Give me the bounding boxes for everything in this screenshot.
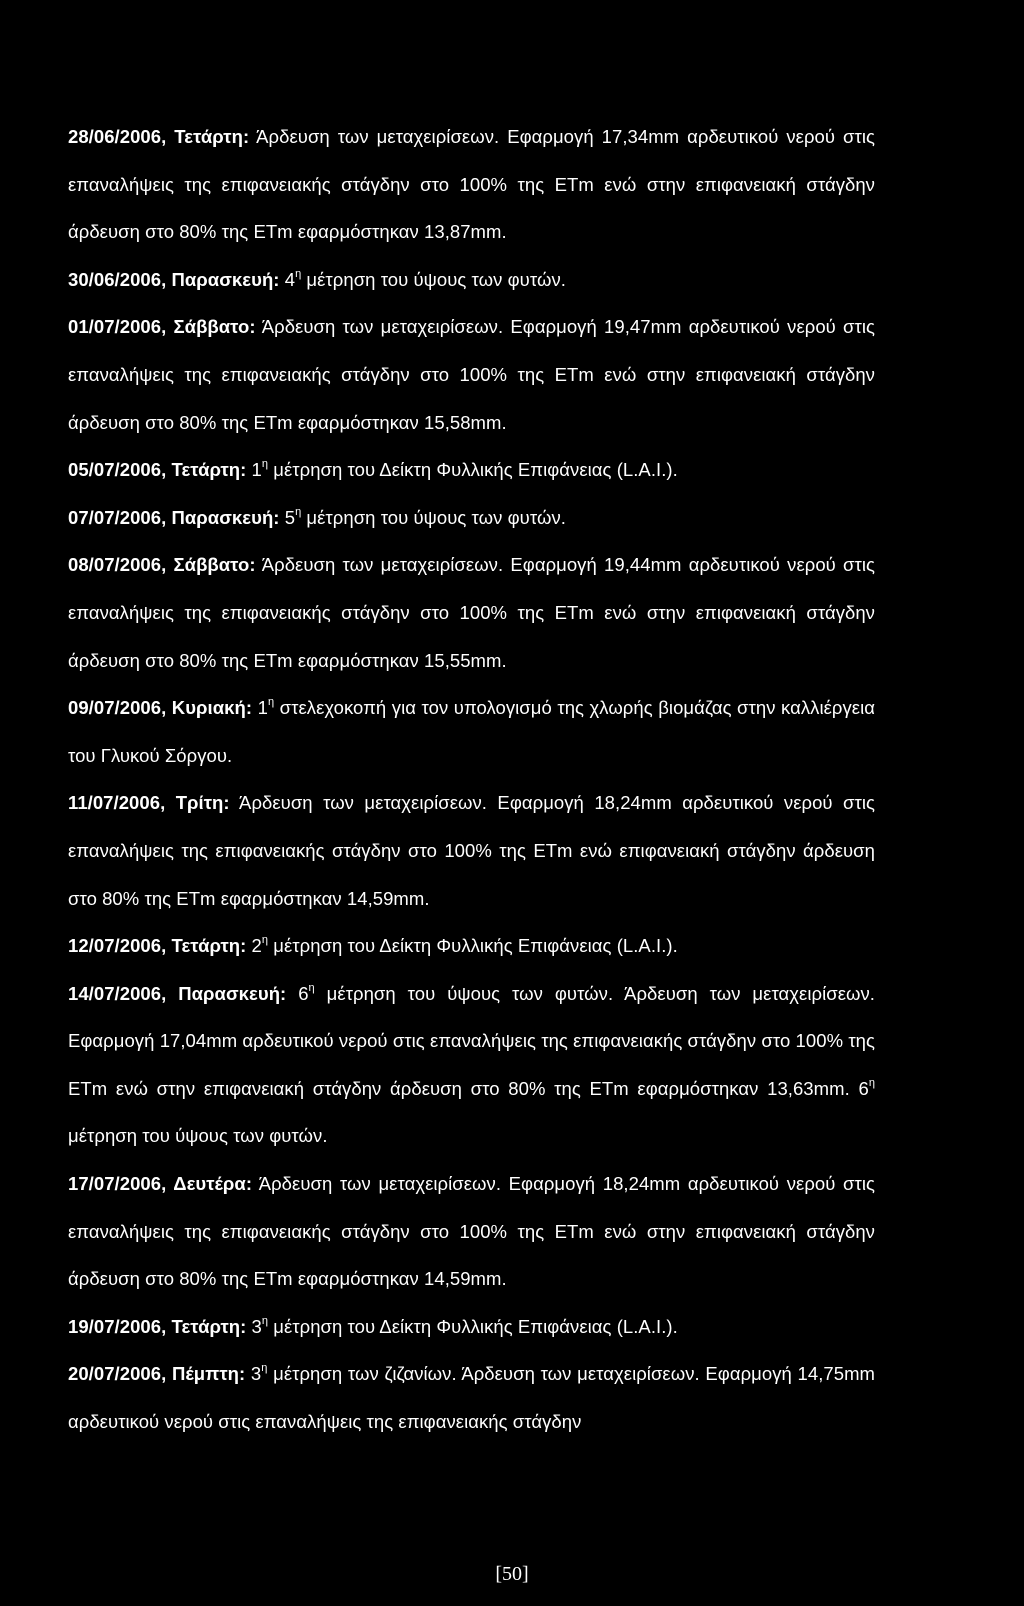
entry-ordinal: 6 (858, 1077, 869, 1099)
entry-text: Άρδευση των μεταχειρίσεων. Εφαρμογή 19,44mm αρδευτικού νερού στις επαναλήψεις της επιφανειακής στάγδην στο 100% της ETm ενώ στην επιφανειακή στάγδην άρδευση στο 80% της ETm εφαρμόστηκαν 15,55mm. (68, 554, 875, 671)
entry-text: μέτρηση του Δείκτη Φυλλικής Επιφάνειας (L.A.I.). (268, 1315, 678, 1337)
entry-text: μέτρηση των ζιζανίων. Άρδευση των μεταχειρίσεων. Εφαρμογή 14,75mm αρδευτικού νερού στις επαναλήψεις της επιφανειακής στάγδην (68, 1363, 875, 1433)
page-number: [50] (495, 1563, 529, 1585)
document-body (68, 113, 875, 1446)
entry-date: 20/07/2006, Πέμπτη: (68, 1363, 246, 1385)
entry-text: μέτρηση του ύψους των φυτών. (301, 268, 566, 290)
entry-text: μέτρηση του ύψους των φυτών. (68, 1125, 328, 1147)
ordinal-suffix: η (295, 505, 302, 518)
ordinal-suffix: η (261, 1362, 268, 1375)
log-entry-2006-07-11 (68, 779, 875, 922)
entry-date: 14/07/2006, Παρασκευή: (68, 982, 287, 1004)
entry-ordinal: 2 (251, 935, 262, 957)
ordinal-suffix: η (261, 1314, 269, 1327)
entry-date: 19/07/2006, Τετάρτη: (68, 1315, 247, 1337)
entry-text: μέτρηση του Δείκτη Φυλλικής Επιφάνειας (L.A.I.). (268, 935, 678, 957)
entry-ordinal: 4 (284, 268, 296, 290)
log-entry-2006-07-17 (68, 1160, 875, 1303)
log-entry-2006-07-20 (68, 1350, 875, 1445)
entry-date: 09/07/2006, Κυριακή: (68, 697, 253, 719)
log-entry-2006-06-30 (68, 256, 875, 304)
entry-date: 08/07/2006, Σάββατο: (68, 554, 256, 576)
entry-ordinal: 1 (257, 697, 268, 719)
log-entry-2006-07-12 (68, 922, 875, 970)
log-entry-2006-07-05 (68, 446, 875, 494)
log-entry-2006-07-09 (68, 684, 875, 779)
log-entry-2006-07-01 (68, 303, 875, 446)
entry-ordinal: 3 (250, 1363, 262, 1385)
log-entry-2006-07-19 (68, 1303, 875, 1351)
entry-text: Άρδευση των μεταχειρίσεων. Εφαρμογή 19,47mm αρδευτικού νερού στις επαναλήψεις της επιφανειακής στάγδην στο 100% της ETm ενώ στην επιφανειακή στάγδην άρδευση στο 80% της ETm εφαρμόστηκαν 15,58mm. (68, 316, 875, 433)
ordinal-suffix: η (308, 981, 315, 994)
entry-date: 01/07/2006, Σάββατο: (68, 316, 256, 338)
entry-text: μέτρηση του ύψους των φυτών. Άρδευση των μεταχειρίσεων. Εφαρμογή 17,04mm αρδευτικού νερού στις επαναλήψεις της επιφανειακής στάγδην στο 100% της ETm ενώ στην επιφανειακή στάγδην άρδευση στο 80% της ETm εφαρμόστηκαν 13,63mm. (68, 982, 875, 1099)
entry-ordinal: 5 (284, 506, 296, 528)
ordinal-suffix: η (261, 458, 269, 470)
entry-ordinal: 1 (251, 459, 262, 481)
ordinal-suffix: η (295, 267, 302, 280)
entry-date: 12/07/2006, Τετάρτη: (68, 935, 247, 957)
entry-date: 07/07/2006, Παρασκευή: (68, 506, 280, 528)
log-entry-2006-07-14 (68, 970, 875, 1160)
log-entry-2006-06-28 (68, 113, 875, 256)
entry-text: Άρδευση των μεταχειρίσεων. Εφαρμογή 18,24mm αρδευτικού νερού στις επαναλήψεις της επιφανειακής στάγδην στο 100% της ETm ενώ επιφανειακή στάγδην άρδευση στο 80% της ETm εφαρμόστηκαν 14,59mm. (68, 792, 876, 909)
entry-text: μέτρηση του Δείκτη Φυλλικής Επιφάνειας (L.A.I.). (268, 459, 678, 481)
ordinal-suffix: η (868, 1076, 875, 1089)
entry-text: Άρδευση των μεταχειρίσεων. Εφαρμογή 18,24mm αρδευτικού νερού στις επαναλήψεις της επιφανειακής στάγδην στο 100% της ETm ενώ στην επιφανειακή στάγδην άρδευση στο 80% της ETm εφαρμόστηκαν 14,59mm. (68, 1173, 875, 1290)
entry-date: 11/07/2006, Τρίτη: (68, 792, 230, 814)
entry-date: 30/06/2006, Παρασκευή: (68, 268, 280, 290)
entry-ordinal: 6 (298, 982, 309, 1004)
entry-ordinal: 3 (251, 1315, 262, 1337)
log-entry-2006-07-08 (68, 541, 875, 684)
ordinal-suffix: η (261, 933, 269, 946)
entry-text: μέτρηση του ύψους των φυτών. (301, 506, 566, 528)
entry-text: στελεχοκοπή για τον υπολογισμό της χλωρής βιομάζας στην καλλιέργεια του Γλυκού Σόργου. (68, 697, 876, 766)
entry-date: 17/07/2006, Δευτέρα: (68, 1173, 253, 1195)
entry-date: 28/06/2006, Τετάρτη: (68, 126, 250, 147)
entry-text: Άρδευση των μεταχειρίσεων. Εφαρμογή 17,34mm αρδευτικού νερού στις επαναλήψεις της επιφανειακής στάγδην στο 100% της ETm ενώ στην επιφανειακή στάγδην άρδευση στο 80% της ETm εφαρμόστηκαν 13,87mm. (68, 126, 876, 243)
log-entry-2006-07-07 (68, 494, 875, 542)
ordinal-suffix: η (267, 695, 275, 708)
entry-date: 05/07/2006, Τετάρτη: (68, 459, 247, 481)
